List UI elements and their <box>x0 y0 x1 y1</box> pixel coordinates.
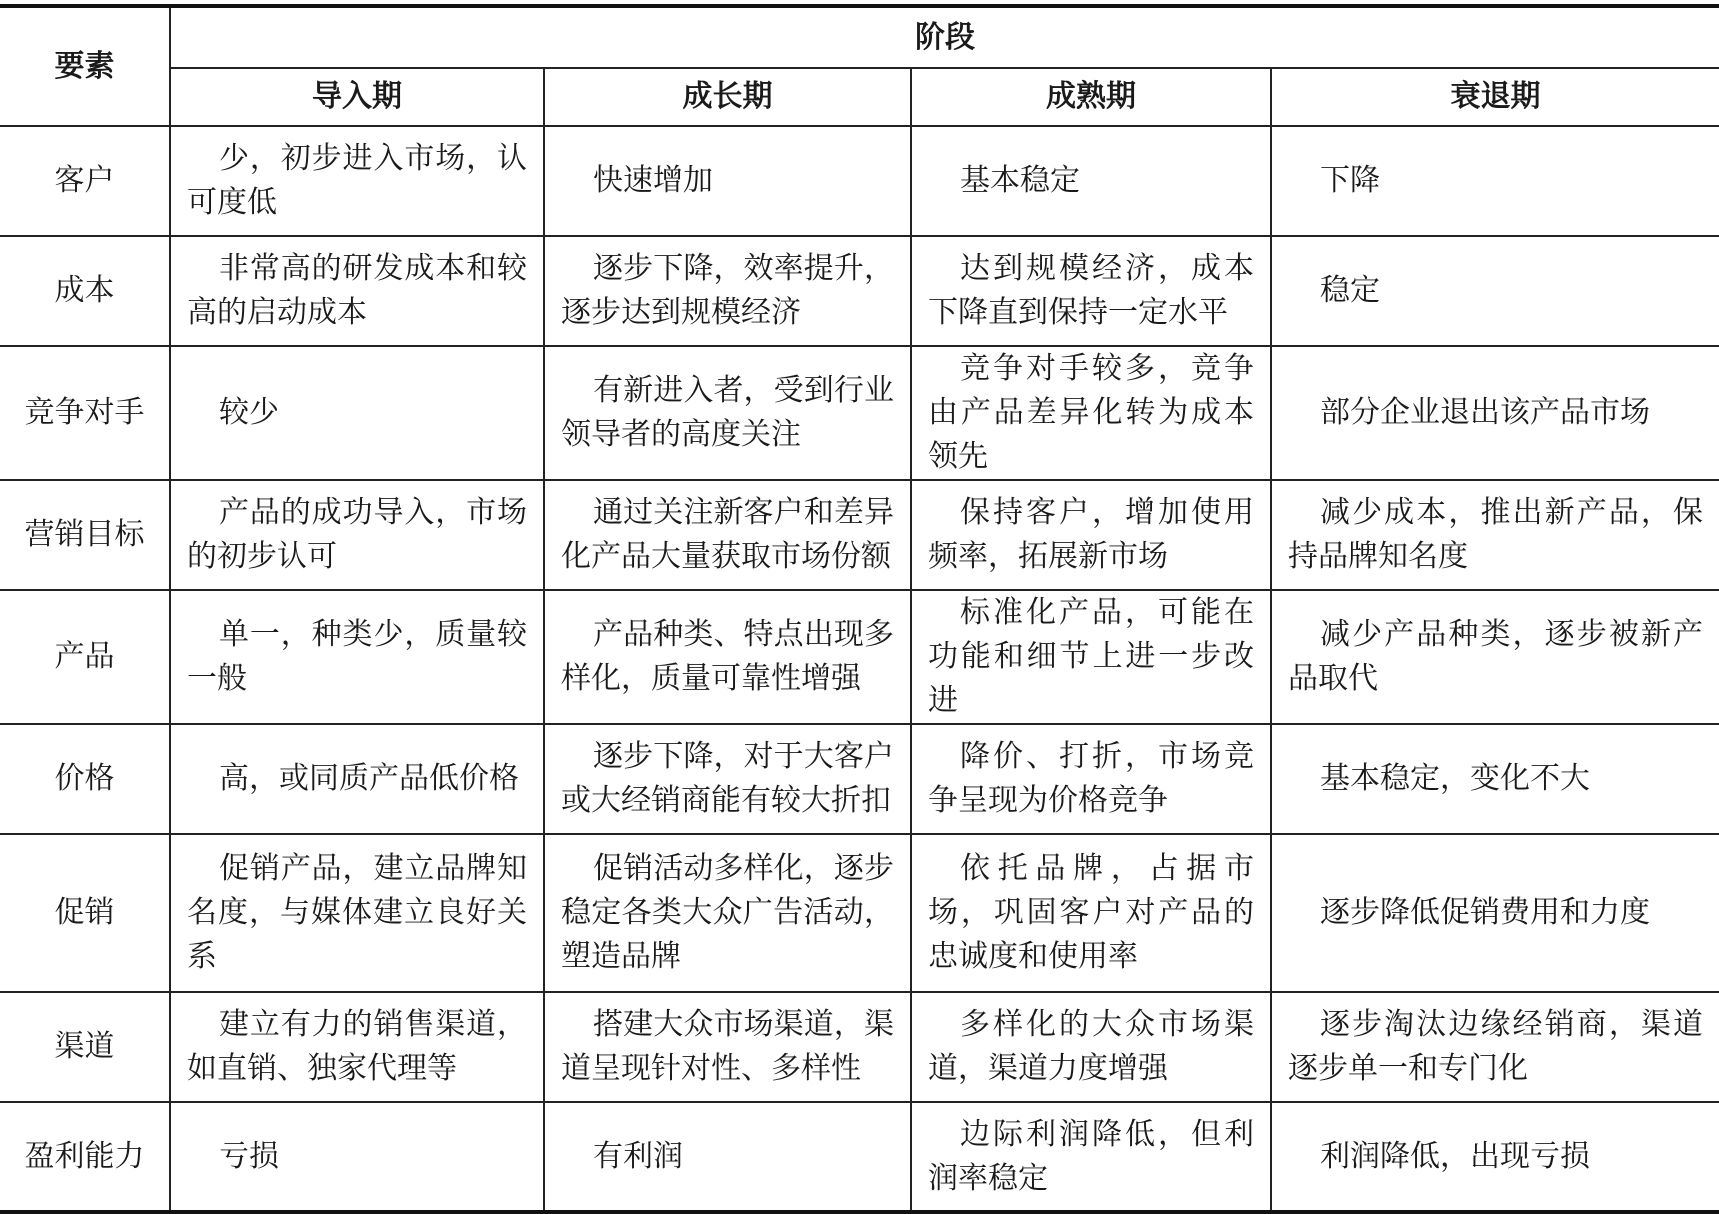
table-cell: 逐步淘汰边缘经销商，渠道逐步单一和专门化 <box>1271 992 1719 1102</box>
table-cell: 有新进入者，受到行业领导者的高度关注 <box>544 346 911 480</box>
table-cell: 促销活动多样化，逐步稳定各类大众广告活动，塑造品牌 <box>544 834 911 992</box>
table-cell: 搭建大众市场渠道，渠道呈现针对性、多样性 <box>544 992 911 1102</box>
row-label: 客户 <box>0 126 170 236</box>
table-cell: 产品种类、特点出现多样化，质量可靠性增强 <box>544 590 911 724</box>
table-cell: 有利润 <box>544 1102 911 1212</box>
row-label: 成本 <box>0 236 170 346</box>
table-cell: 基本稳定，变化不大 <box>1271 724 1719 834</box>
table-row <box>0 480 1719 590</box>
row-label: 产品 <box>0 590 170 724</box>
table-cell: 通过关注新客户和差异化产品大量获取市场份额 <box>544 480 911 590</box>
table-cell: 产品的成功导入，市场的初步认可 <box>170 480 544 590</box>
table-cell: 建立有力的销售渠道，如直销、独家代理等 <box>170 992 544 1102</box>
table-cell: 部分企业退出该产品市场 <box>1271 346 1719 480</box>
table-cell: 较少 <box>170 346 544 480</box>
table-cell: 边际利润降低，但利润率稳定 <box>911 1102 1271 1212</box>
table-cell: 逐步下降，对于大客户或大经销商能有较大折扣 <box>544 724 911 834</box>
table-cell: 单一，种类少，质量较一般 <box>170 590 544 724</box>
table-cell: 达到规模经济，成本下降直到保持一定水平 <box>911 236 1271 346</box>
table-cell: 高，或同质产品低价格 <box>170 724 544 834</box>
table-cell: 降价、打折，市场竞争呈现为价格竞争 <box>911 724 1271 834</box>
table-cell: 减少成本，推出新产品，保持品牌知名度 <box>1271 480 1719 590</box>
table-cell: 减少产品种类，逐步被新产品取代 <box>1271 590 1719 724</box>
row-label: 渠道 <box>0 992 170 1102</box>
row-label: 盈利能力 <box>0 1102 170 1212</box>
table-row <box>0 724 1719 834</box>
table-cell: 非常高的研发成本和较高的启动成本 <box>170 236 544 346</box>
header-stage-maturity: 成熟期 <box>911 68 1271 126</box>
table-row <box>0 834 1719 992</box>
table-row <box>0 992 1719 1102</box>
header-stage-group: 阶段 <box>170 6 1719 68</box>
header-row-stages <box>0 68 1719 126</box>
table-cell: 多样化的大众市场渠道，渠道力度增强 <box>911 992 1271 1102</box>
table-cell: 亏损 <box>170 1102 544 1212</box>
table-row <box>0 590 1719 724</box>
table-row <box>0 1102 1719 1212</box>
table-row <box>0 126 1719 236</box>
header-stage-decline: 衰退期 <box>1271 68 1719 126</box>
header-stage-growth: 成长期 <box>544 68 911 126</box>
table-cell: 竞争对手较多，竞争由产品差异化转为成本领先 <box>911 346 1271 480</box>
row-label: 营销目标 <box>0 480 170 590</box>
stage-comparison-table <box>0 4 1719 1214</box>
row-label: 促销 <box>0 834 170 992</box>
table-cell: 基本稳定 <box>911 126 1271 236</box>
header-stage-intro: 导入期 <box>170 68 544 126</box>
table-row <box>0 236 1719 346</box>
table-cell: 少，初步进入市场，认可度低 <box>170 126 544 236</box>
table-cell: 保持客户，增加使用频率，拓展新市场 <box>911 480 1271 590</box>
table-cell: 稳定 <box>1271 236 1719 346</box>
row-label: 竞争对手 <box>0 346 170 480</box>
header-elements: 要素 <box>0 6 170 126</box>
row-label: 价格 <box>0 724 170 834</box>
table-cell: 依托品牌，占据市场，巩固客户对产品的忠诚度和使用率 <box>911 834 1271 992</box>
header-row-top <box>0 6 1719 68</box>
table-cell: 下降 <box>1271 126 1719 236</box>
table-row <box>0 346 1719 480</box>
table-cell: 快速增加 <box>544 126 911 236</box>
table-cell: 逐步下降，效率提升，逐步达到规模经济 <box>544 236 911 346</box>
table-cell: 促销产品，建立品牌知名度，与媒体建立良好关系 <box>170 834 544 992</box>
table-cell: 标准化产品，可能在功能和细节上进一步改进 <box>911 590 1271 724</box>
table-cell: 利润降低，出现亏损 <box>1271 1102 1719 1212</box>
table-cell: 逐步降低促销费用和力度 <box>1271 834 1719 992</box>
